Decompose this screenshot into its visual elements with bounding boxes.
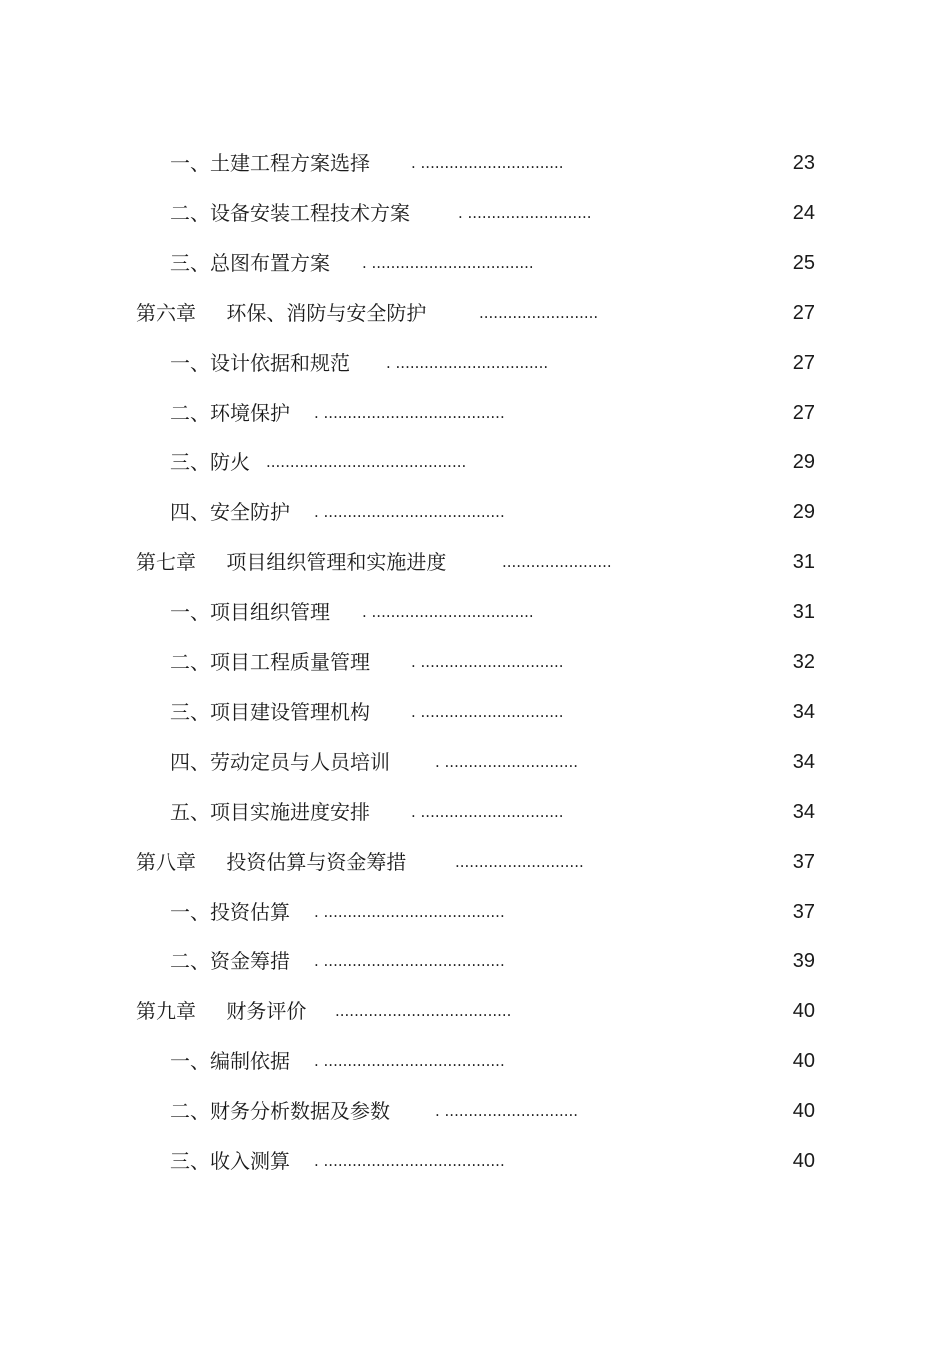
toc-entry-title: 二、项目工程质量管理 bbox=[170, 650, 370, 674]
toc-leader-dots: ......................... bbox=[479, 303, 599, 322]
toc-section-row[interactable] bbox=[0, 1146, 950, 1176]
toc-leader-dots: . ...................................... bbox=[314, 952, 505, 971]
toc-leader-dots: .......................................... bbox=[266, 453, 467, 472]
toc-section-row[interactable] bbox=[0, 647, 950, 677]
toc-section-row[interactable] bbox=[0, 946, 950, 976]
toc-page-number: 32 bbox=[792, 651, 815, 673]
toc-page-number: 23 bbox=[792, 152, 815, 174]
toc-entry-title: 一、投资估算 bbox=[170, 899, 290, 924]
toc-leader-dots: . ...................................... bbox=[314, 503, 505, 522]
toc-leader-dots: . .................................. bbox=[362, 603, 534, 622]
toc-entry-title: 一、编制依据 bbox=[170, 1049, 290, 1074]
toc-page-number: 24 bbox=[792, 201, 815, 224]
toc-entry-title: 二、财务分析数据及参数 bbox=[170, 1099, 390, 1124]
toc-section-row[interactable] bbox=[0, 797, 950, 827]
toc-section-row[interactable] bbox=[0, 398, 950, 428]
toc-leader-dots: . ...................................... bbox=[314, 403, 505, 422]
toc-chapter-row[interactable] bbox=[0, 847, 950, 877]
toc-entry-title: 一、设计依据和规范 bbox=[170, 350, 350, 375]
toc-entry-title: 第八章 投资估算与资金筹措 bbox=[136, 849, 407, 874]
toc-section-row[interactable] bbox=[0, 697, 950, 727]
toc-page-number: 27 bbox=[792, 401, 815, 424]
toc-section-row[interactable] bbox=[0, 747, 950, 777]
toc-page-number: 37 bbox=[792, 850, 815, 873]
toc-entry-title: 三、项目建设管理机构 bbox=[170, 699, 370, 724]
toc-page-number: 40 bbox=[792, 1000, 815, 1023]
toc-leader-dots: ........................... bbox=[455, 852, 584, 871]
toc-entry-title: 四、安全防护 bbox=[170, 500, 290, 525]
toc-leader-dots: . ...................................... bbox=[314, 1052, 505, 1071]
toc-section-row[interactable] bbox=[0, 198, 950, 228]
toc-entry-title: 二、设备安装工程技术方案 bbox=[170, 200, 410, 225]
toc-leader-dots: . ...................................... bbox=[314, 1152, 505, 1170]
toc-page-number: 40 bbox=[792, 1150, 815, 1172]
toc-section-row[interactable] bbox=[0, 248, 950, 278]
toc-page-number: 31 bbox=[792, 551, 815, 574]
toc-leader-dots: . ............................ bbox=[435, 752, 579, 771]
toc-entry-title: 三、总图布置方案 bbox=[170, 250, 330, 275]
toc-section-row[interactable] bbox=[0, 597, 950, 627]
toc-page-number: 40 bbox=[792, 1100, 815, 1123]
toc-leader-dots: . .............................. bbox=[411, 653, 564, 671]
toc-chapter-row[interactable] bbox=[0, 547, 950, 577]
toc-entry-title: 四、劳动定员与人员培训 bbox=[170, 749, 390, 774]
toc-entry-title: 二、资金筹措 bbox=[170, 949, 290, 974]
toc-entry-title: 三、收入测算 bbox=[170, 1149, 290, 1173]
toc-leader-dots: . ............................ bbox=[435, 1102, 579, 1121]
toc-page-number: 34 bbox=[792, 750, 815, 773]
toc-entry-title: 三、防火 bbox=[170, 450, 250, 475]
toc-page-number: 34 bbox=[792, 800, 815, 823]
toc-leader-dots: . .................................. bbox=[362, 253, 534, 272]
toc-section-row[interactable] bbox=[0, 348, 950, 378]
toc-entry-title: 第九章 财务评价 bbox=[136, 999, 307, 1024]
toc-chapter-row[interactable] bbox=[0, 298, 950, 328]
toc-leader-dots: ....................... bbox=[502, 553, 612, 572]
toc-entry-title: 五、项目实施进度安排 bbox=[170, 799, 370, 824]
toc-page-number: 31 bbox=[792, 601, 815, 624]
toc-leader-dots: . .............................. bbox=[411, 154, 564, 172]
toc-leader-dots: . ...................................... bbox=[314, 902, 505, 921]
toc-page-number: 37 bbox=[792, 900, 815, 923]
toc-leader-dots: . .......................... bbox=[458, 203, 592, 222]
toc-leader-dots: . ................................ bbox=[386, 353, 549, 372]
toc-page-number: 25 bbox=[792, 251, 815, 274]
toc-entry-title: 第七章 项目组织管理和实施进度 bbox=[136, 550, 447, 575]
toc-page-number: 39 bbox=[792, 950, 815, 973]
toc-page-number: 29 bbox=[792, 451, 815, 474]
toc-entry-title: 第六章 环保、消防与安全防护 bbox=[136, 300, 427, 325]
toc-leader-dots: . .............................. bbox=[411, 802, 564, 821]
toc-entry-title: 二、环境保护 bbox=[170, 400, 290, 425]
toc-section-row[interactable] bbox=[0, 1096, 950, 1126]
toc-leader-dots: . .............................. bbox=[411, 702, 564, 721]
toc-chapter-row[interactable] bbox=[0, 996, 950, 1026]
toc-section-row[interactable] bbox=[0, 897, 950, 927]
toc-page-number: 27 bbox=[792, 351, 815, 374]
toc-page-number: 40 bbox=[792, 1050, 815, 1073]
toc-page-number: 27 bbox=[792, 301, 815, 324]
toc-section-row[interactable] bbox=[0, 447, 950, 477]
toc-section-row[interactable] bbox=[0, 1046, 950, 1076]
toc-page-number: 34 bbox=[792, 700, 815, 723]
toc-entry-title: 一、项目组织管理 bbox=[170, 600, 330, 625]
toc-section-row[interactable] bbox=[0, 148, 950, 178]
toc-section-row[interactable] bbox=[0, 497, 950, 527]
toc-page-number: 29 bbox=[792, 501, 815, 524]
toc-entry-title: 一、土建工程方案选择 bbox=[170, 151, 370, 175]
toc-leader-dots: ..................................... bbox=[335, 1002, 512, 1021]
